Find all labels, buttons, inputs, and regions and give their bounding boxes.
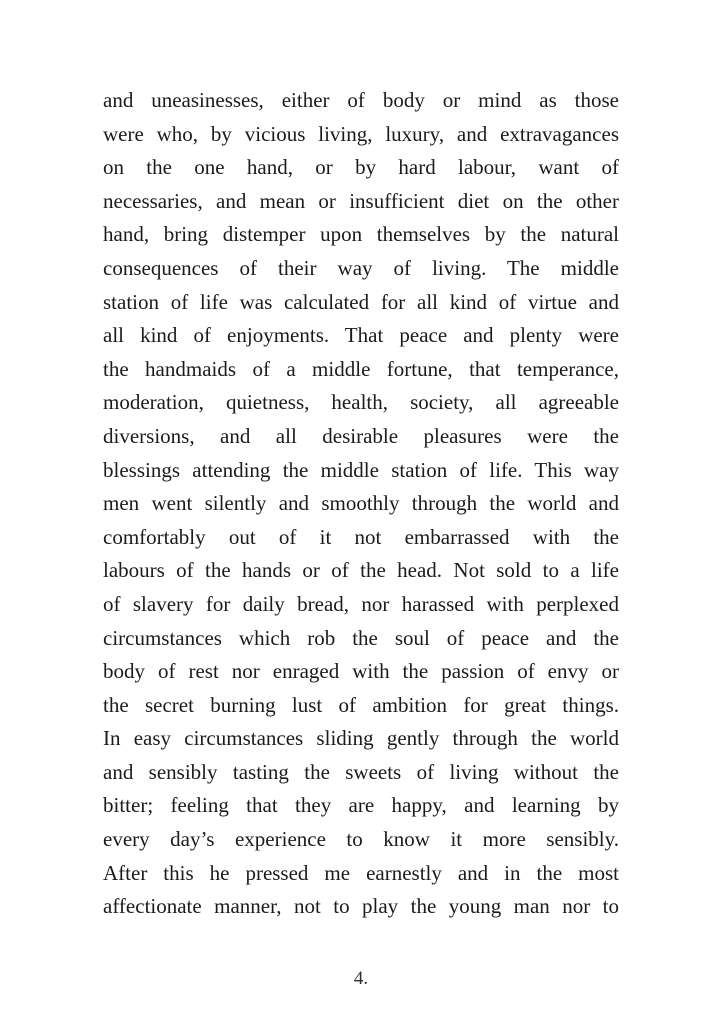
text-line: necessaries, and mean or insufficient diet on the other — [103, 188, 619, 213]
text-line: every day’s experience to know it more sensibly. — [103, 827, 619, 852]
text-line: moderation, quietness, health, society, all agreeable — [103, 390, 619, 415]
text-line: men went silently and smoothly through the world and — [103, 491, 619, 516]
text-line: diversions, and all desirable pleasures were the — [103, 423, 619, 448]
text-line: circumstances which rob the soul of peace and the — [103, 625, 619, 650]
text-line: blessings attending the middle station of life. This way — [103, 457, 619, 482]
text-line: consequences of their way of living. The middle — [103, 255, 619, 280]
text-line: and uneasinesses, either of body or mind as those — [103, 88, 619, 112]
text-line: and sensibly tasting the sweets of living without the — [103, 759, 619, 784]
page-number: 4. — [353, 968, 369, 989]
text-line: comfortably out of it not embarrassed with the — [103, 524, 619, 549]
text-line: After this he pressed me earnestly and in the most — [103, 860, 619, 885]
text-line: all kind of enjoyments. That peace and plenty were — [103, 323, 619, 348]
text-line: the handmaids of a middle fortune, that temperance, — [103, 356, 619, 381]
text-line: of slavery for daily bread, nor harassed with perplexed — [103, 591, 619, 616]
text-line: on the one hand, or by hard labour, want of — [103, 155, 619, 180]
page-text — [103, 84, 619, 924]
text-line: station of life was calculated for all kind of virtue and — [103, 289, 619, 314]
text-line: the secret burning lust of ambition for great things. — [103, 692, 619, 717]
text-line: labours of the hands or of the head. Not sold to a life — [103, 558, 619, 583]
text-line: affectionate manner, not to play the young man nor to — [103, 894, 619, 919]
text-line: In easy circumstances sliding gently through the world — [103, 726, 619, 751]
text-line: were who, by vicious living, luxury, and extravagances — [103, 121, 619, 146]
text-line: bitter; feeling that they are happy, and learning by — [103, 793, 619, 818]
text-line: body of rest nor enraged with the passion of envy or — [103, 659, 619, 684]
text-line: hand, bring distemper upon themselves by the natural — [103, 222, 619, 247]
